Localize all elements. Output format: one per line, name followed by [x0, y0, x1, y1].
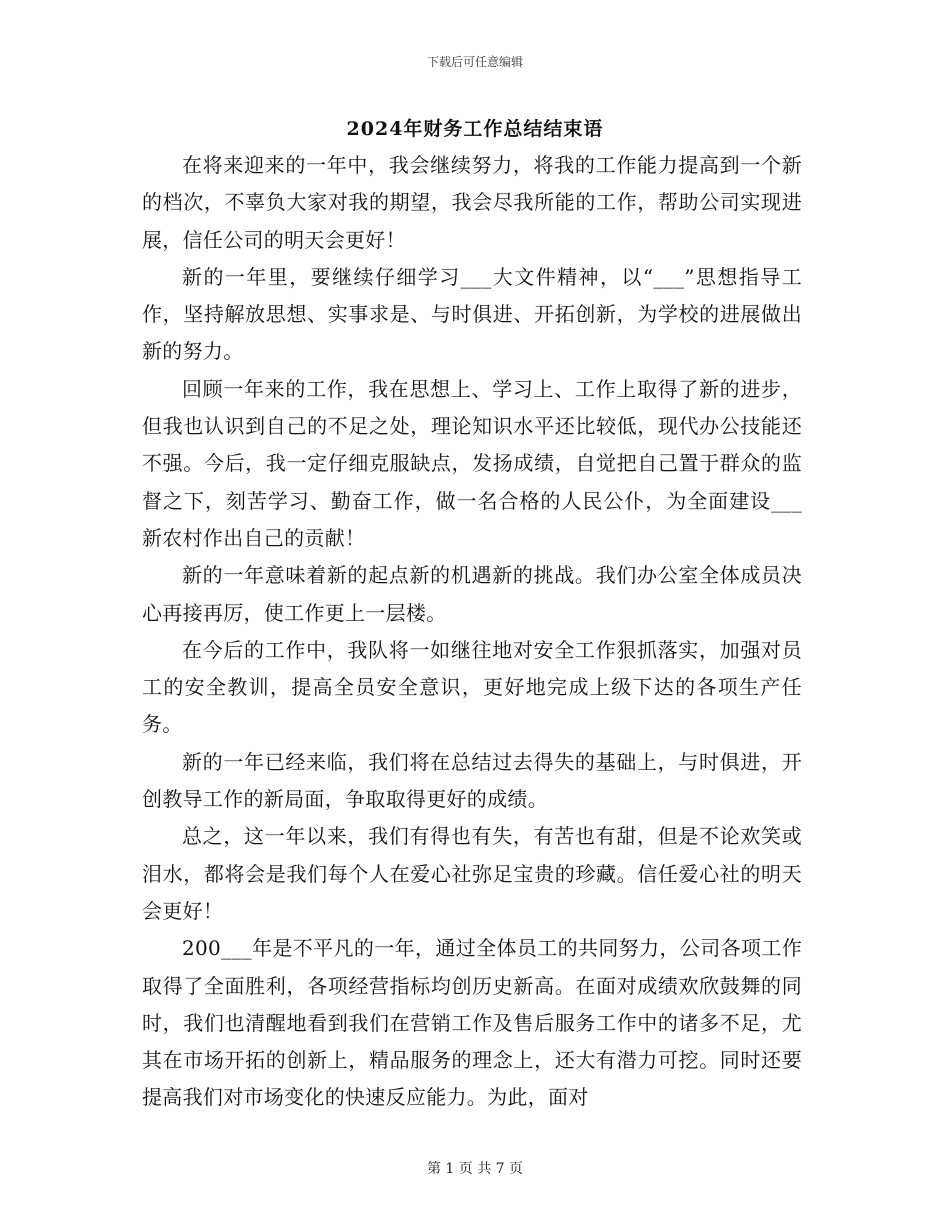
paragraph: 200___年是不平凡的一年，通过全体员工的共同努力，公司各项工作取得了全面胜利，各项经营指标均创历史新高。在面对成绩欢欣鼓舞的同时，我们也清醒地看到我们在营销工作及售后服务工作中的诸多不足，尤其在市场开拓的创新上，精品服务的理念上，还大有潜力可挖。同时还要提高我们对市场变化的快速反应能力。为此，面对	[142, 936, 802, 1110]
paragraph: 新的一年意味着新的起点新的机遇新的挑战。我们办公室全体成员决心再接再厉，使工作更上一层楼。	[142, 563, 802, 625]
paragraph: 总之，这一年以来，我们有得也有失，有苦也有甜，但是不论欢笑或泪水，都将会是我们每个人在爱心社弥足宝贵的珍藏。信任爱心社的明天会更好！	[142, 824, 802, 923]
paragraph: 新的一年里，要继续仔细学习___大文件精神，以“___”思想指导工作，坚持解放思想、实事求是、与时俱进、开拓创新，为学校的进展做出新的努力。	[142, 264, 802, 364]
paragraph: 在将来迎来的一年中，我会继续努力，将我的工作能力提高到一个新的档次，不辜负大家对我的期望，我会尽我所能的工作，帮助公司实现进展，信任公司的明天会更好！	[142, 153, 802, 252]
document-title: 2024年财务工作总结结束语	[346, 118, 604, 140]
page-number-indicator: 第 1 页 共 7 页	[426, 1161, 524, 1177]
paragraph: 在今后的工作中，我队将一如继往地对安全工作狠抓落实，加强对员工的安全教训，提高全员安全意识，更好地完成上级下达的各项生产任务。	[142, 637, 802, 737]
paragraph: 回顾一年来的工作，我在思想上、学习上、工作上取得了新的进步，但我也认识到自己的不足之处，理论知识水平还比较低，现代办公技能还不强。今后，我一定仔细克服缺点，发扬成绩，自觉把自己置于群众的监督之下，刻苦学习、勤奋工作，做一名合格的人民公仆，为全面建设___新农村作出自己的贡献！	[142, 376, 802, 550]
document-body	[142, 147, 802, 1117]
paragraph: 新的一年已经来临，我们将在总结过去得失的基础上，与时俱进，开创教导工作的新局面，争取取得更好的成绩。	[142, 749, 802, 812]
page-header-note: 下载后可任意编辑	[426, 55, 523, 69]
